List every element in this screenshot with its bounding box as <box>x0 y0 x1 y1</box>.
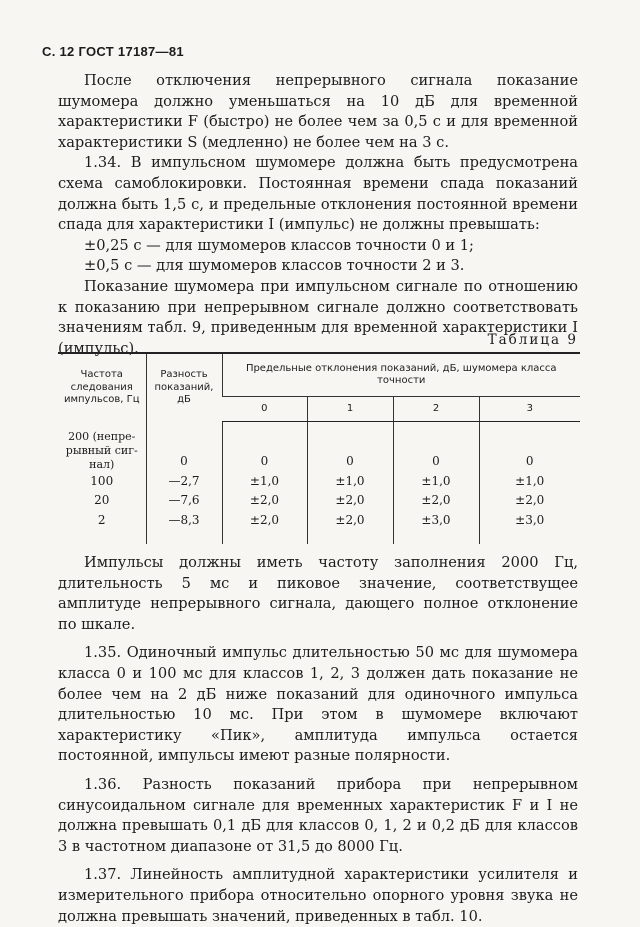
table-cell: —2,7 <box>146 472 222 492</box>
header-deviation-group: Предельные отклонения показаний, дБ, шумомера класса точности <box>222 353 580 397</box>
list-item: ±0,25 с — для шумомеров классов точности 0 и 1; <box>84 236 474 254</box>
table-9 <box>58 352 580 544</box>
table-row <box>58 491 580 511</box>
table-cell: ±3,0 <box>479 511 580 545</box>
paragraph: 1.34. В импульсном шумомере должна быть предусмотрена схема самоблокировки. Постоянная времени спада показаний должна быть 1,5 с, и предельные отклонения постоянной времени спада для характеристики I (импульс) не должны превышать: <box>58 154 578 234</box>
paragraph: Показание шумомера при импульсном сигнале по отношению к показанию при непрерывном сигнале должно соответствовать значениям табл. 9, приведенным для временной характеристики I (импульс). <box>58 277 578 357</box>
paragraph: Импульсы должны иметь частоту заполнения 2000 Гц, длительность 5 мс и пиковое значение, соответствущее амплитуде непрерывного сигнала, дающего полное отклонение по шкале. <box>58 554 578 633</box>
table-cell: ±2,0 <box>222 511 307 545</box>
table-cell: 0 <box>146 422 222 472</box>
table-cell: 200 (непре-рывный сиг-нал) <box>65 429 138 471</box>
header-class-3: 3 <box>479 397 580 422</box>
table-cell: ±2,0 <box>393 491 479 511</box>
header-class-1: 1 <box>307 397 393 422</box>
table-cell: ±1,0 <box>393 472 479 492</box>
table-cell: ±3,0 <box>393 511 479 545</box>
table-row <box>58 511 580 545</box>
table-cell: 0 <box>307 422 393 472</box>
table-cell: ±2,0 <box>307 491 393 511</box>
table-cell: —8,3 <box>146 511 222 545</box>
header-class-0: 0 <box>222 397 307 422</box>
header-frequency: Частота следования импульсов, Гц <box>58 353 146 422</box>
table-row <box>58 422 580 472</box>
table-cell: ±2,0 <box>307 511 393 545</box>
table-cell: 20 <box>94 493 110 507</box>
text-block-bottom <box>58 553 578 927</box>
header-class-2: 2 <box>393 397 479 422</box>
table-cell: ±1,0 <box>222 472 307 492</box>
table-cell: ±1,0 <box>479 472 580 492</box>
table-cell: —7,6 <box>146 491 222 511</box>
table-cell: 0 <box>479 422 580 472</box>
table-cell: ±1,0 <box>307 472 393 492</box>
table-cell: 0 <box>222 422 307 472</box>
list-item: ±0,5 с — для шумомеров классов точности 2 и 3. <box>84 257 465 275</box>
table-cell: 100 <box>90 473 114 488</box>
paragraph: 1.36. Разность показаний прибора при непрерывном синусоидальном сигнале для временных характеристик F и I не должна превышать 0,1 дБ для классов 0, 1, 2 и 0,2 дБ для классов 3 в частотном диапазоне от 31,5 до 8000 Гц. <box>58 775 578 855</box>
table-row <box>58 472 580 492</box>
page-header: С. 12 ГОСТ 17187—81 <box>42 44 184 59</box>
text-block-top <box>58 71 578 359</box>
paragraph: 1.35. Одиночный импульс длительностью 50 мс для шумомера класса 0 и 100 мс для классов 1, 2, 3 должен дать показание не более чем на 2 дБ ниже показаний для одиночного импульса длительностью 10 мс. При этом в шумомере включают характеристику «Пик», амплитуда импульса остается постоянной, импульсы имеют разные полярности. <box>58 644 578 765</box>
table-cell: ±2,0 <box>479 491 580 511</box>
table-caption: Таблица 9 <box>487 332 578 348</box>
paragraph: 1.37. Линейность амплитудной характеристики усилителя и измерительного прибора относительно опорного уровня звука не должна превышать значений, приведенных в табл. 10. <box>58 866 578 925</box>
table-cell: ±2,0 <box>222 491 307 511</box>
header-difference: Разность показаний, дБ <box>146 353 222 422</box>
table-cell: 0 <box>393 422 479 472</box>
paragraph: После отключения непрерывного сигнала показание шумомера должно уменьшаться на 10 дБ для временной характеристики F (быстро) не более чем за 0,5 с и для временной характеристики S (медленно) не более чем на 3 с. <box>58 72 578 151</box>
table-cell: 2 <box>97 512 106 527</box>
